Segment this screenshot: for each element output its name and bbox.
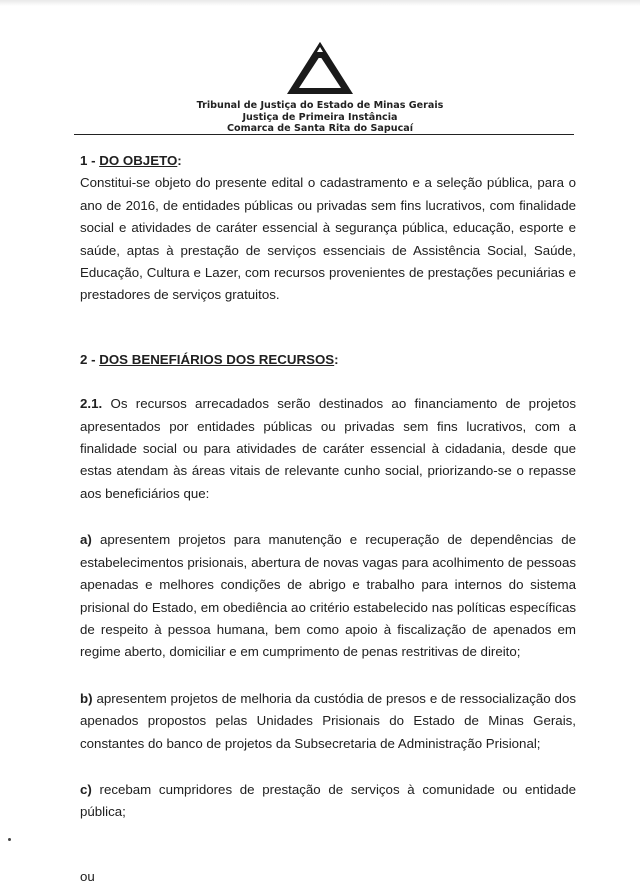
section-1-heading <box>80 150 576 172</box>
header-divider <box>74 134 574 135</box>
scan-mark <box>8 838 11 841</box>
section-1-title: DO OBJETO <box>99 153 178 168</box>
item-2-1 <box>80 393 576 505</box>
item-a-label: a) <box>80 532 92 548</box>
section-2-heading <box>80 349 576 371</box>
item-c-label: c) <box>80 781 92 797</box>
item-c-text: recebam cumpridores de prestação de serviços à comunidade ou entidade pública; <box>80 781 588 820</box>
section-2-title: DOS BENEFIÁRIOS DOS RECURSOS <box>99 351 335 367</box>
section-2-suffix: : <box>334 351 339 367</box>
scan-edge <box>0 0 640 6</box>
document-body <box>80 150 588 888</box>
item-2-1-text: Os recursos arrecadados serão destinados ao financiamento de projetos apresentados por entidades públicas ou privadas sem fins lucrativos, com a finalidade social ou para atividades de caráter essencial à cidadania, desde que estas atendam às áreas vitais de relevante cunho social, priorizando-se o repasse aos beneficiários que: <box>80 396 576 501</box>
section-1-suffix: : <box>177 153 182 168</box>
item-c <box>80 779 588 824</box>
item-b-label: b) <box>80 690 93 706</box>
item-b <box>80 688 576 755</box>
trailing-text: ou <box>80 868 95 884</box>
header-court-name: Tribunal de Justiça do Estado de Minas Gerais <box>196 100 444 111</box>
item-b-text: apresentem projetos de melhoria da custódia de presos e de ressocialização dos apenados propostos pelas Unidades Prisionais do Estado de Minas Gerais, constantes do banco de projetos da Subsecretaria de Administração Prisional; <box>80 690 576 751</box>
section-2-number: 2 - <box>80 351 100 367</box>
triangle-emblem-icon <box>285 40 355 96</box>
header-district: Comarca de Santa Rita do Sapucaí <box>226 123 414 134</box>
document-header <box>0 40 640 135</box>
item-2-1-label: 2.1. <box>80 396 103 412</box>
section-1-text: Constitui-se objeto do presente edital o cadastramento e a seleção pública, para o ano de 2016, de entidades públicas ou privadas sem fins lucrativos, com finalidade social e atividades de caráter essencial à segurança pública, educação, esporte e saúde, aptas à prestação de serviços essenciais de Assistência Social, Saúde, Educação, Cultura e Lazer, com recursos provenientes de prestações pecuniárias e prestadores de serviços gratuitos. <box>80 175 576 303</box>
section-1-number: 1 - <box>80 153 100 168</box>
item-a-text: apresentem projetos para manutenção e recuperação de dependências de estabelecimentos prisionais, abertura de novas vagas para acolhimento de pessoas apenadas e melhores condições de abrigo e trabalho para internos do sistema prisional do Estado, em obediência ao critério estabelecido nas políticas específicas de respeito à pessoa humana, bem como apoio à fiscalização de apenados em regime aberto, domiciliar e em cumprimento de penas restritivas de direito; <box>80 532 576 660</box>
item-a <box>80 529 576 663</box>
header-instance: Justiça de Primeira Instância <box>242 111 398 123</box>
